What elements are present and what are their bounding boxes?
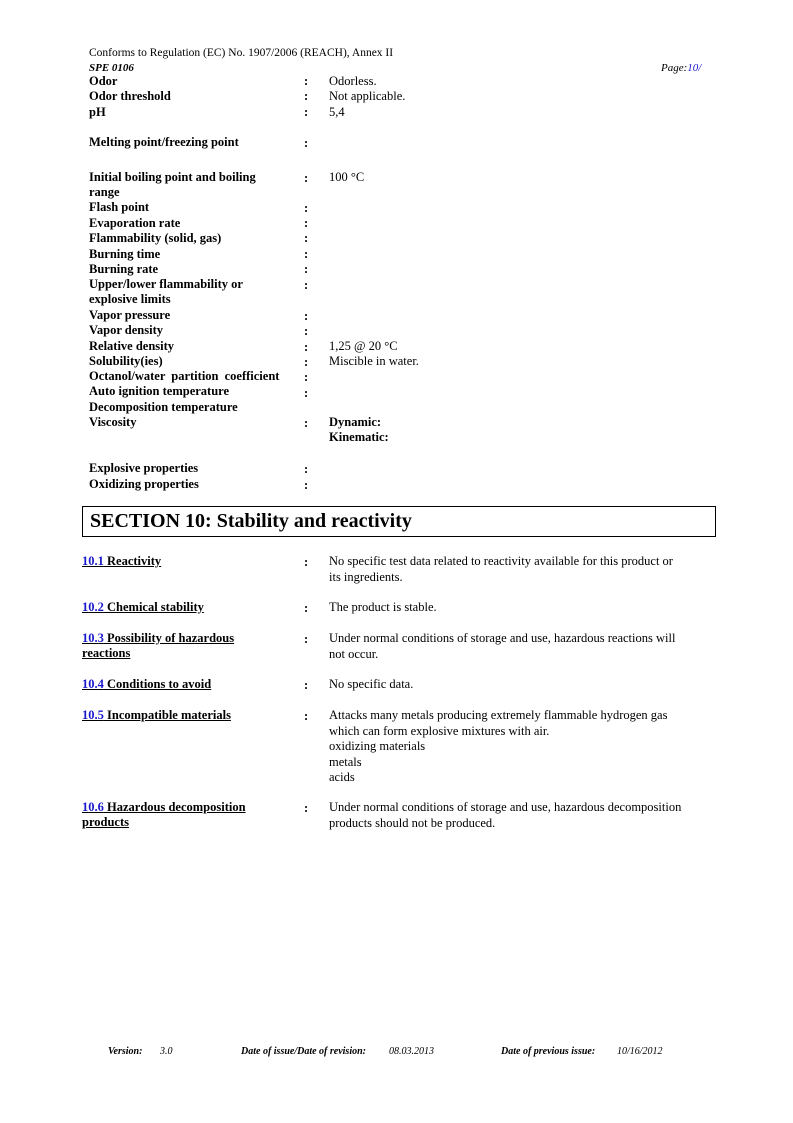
section-item-number[interactable]: 10.6 bbox=[82, 800, 104, 814]
product-code: SPE 0106 bbox=[89, 62, 134, 74]
property-colon: : bbox=[304, 416, 309, 430]
section-title: SECTION 10: Stability and reactivity bbox=[90, 510, 412, 532]
property-colon: : bbox=[304, 231, 309, 245]
previous-issue-label: Date of previous issue: bbox=[501, 1046, 596, 1057]
text-line: products should not be produced. bbox=[329, 815, 496, 830]
text-line: No specific data. bbox=[329, 677, 414, 691]
section-item-text bbox=[329, 708, 709, 786]
section-item-number[interactable]: 10.3 bbox=[82, 631, 104, 645]
section-item-link[interactable] bbox=[82, 631, 234, 646]
property-label: Burning rate bbox=[89, 262, 159, 276]
property-label: Odor threshold bbox=[89, 89, 171, 103]
section-item-colon: : bbox=[304, 801, 309, 815]
text-line: not occur. bbox=[329, 646, 379, 661]
section-item-link-continued[interactable]: reactions bbox=[82, 646, 131, 660]
section-item-colon: : bbox=[304, 678, 309, 692]
section-item-text bbox=[329, 600, 709, 616]
text-line: The product is stable. bbox=[329, 600, 437, 614]
section-item-label[interactable]: Conditions to avoid bbox=[107, 677, 212, 691]
property-value: 1,25 @ 20 °C bbox=[329, 339, 398, 353]
property-colon: : bbox=[304, 309, 309, 323]
text-line: which can form explosive mixtures with air. bbox=[329, 723, 550, 738]
property-colon: : bbox=[304, 171, 309, 185]
property-label: Flammability (solid, gas) bbox=[89, 231, 222, 245]
property-colon: : bbox=[304, 478, 309, 492]
text-line: acids bbox=[329, 770, 355, 784]
property-label: Burning time bbox=[89, 247, 161, 261]
text-line: oxidizing materials bbox=[329, 739, 426, 753]
section-item-link[interactable] bbox=[82, 600, 204, 615]
property-label: Solubility(ies) bbox=[89, 354, 163, 368]
property-value: Not applicable. bbox=[329, 89, 406, 103]
text-line: metals bbox=[329, 754, 362, 769]
property-colon: : bbox=[304, 89, 309, 103]
section-item-text bbox=[329, 800, 709, 831]
version-value: 3.0 bbox=[160, 1046, 173, 1057]
section-item-text bbox=[329, 631, 709, 662]
property-label: Viscosity bbox=[89, 415, 137, 429]
section-item-number[interactable]: 10.5 bbox=[82, 708, 104, 722]
property-colon: : bbox=[304, 462, 309, 476]
section-item-number[interactable]: 10.4 bbox=[82, 677, 104, 691]
section-item-link-continued[interactable]: products bbox=[82, 815, 130, 829]
property-colon: : bbox=[304, 355, 309, 369]
property-label-continued: explosive limits bbox=[89, 292, 171, 306]
property-label: Initial boiling point and boiling bbox=[89, 170, 256, 184]
property-colon: : bbox=[304, 105, 309, 119]
property-label: Explosive properties bbox=[89, 461, 199, 475]
property-label: pH bbox=[89, 105, 106, 119]
section-item-colon: : bbox=[304, 555, 309, 569]
property-label: Upper/lower flammability or bbox=[89, 277, 243, 291]
section-item-label[interactable]: Chemical stability bbox=[107, 600, 204, 614]
section-item-text bbox=[329, 554, 709, 585]
issue-date-label: Date of issue/Date of revision: bbox=[241, 1046, 366, 1057]
property-label-continued: range bbox=[89, 185, 120, 199]
issue-date-value: 08.03.2013 bbox=[389, 1046, 434, 1057]
section-item-link[interactable] bbox=[82, 677, 211, 692]
property-colon: : bbox=[304, 74, 309, 88]
property-colon: : bbox=[304, 262, 309, 276]
property-value bbox=[329, 415, 381, 430]
property-colon: : bbox=[304, 136, 309, 150]
section-item-label[interactable]: Reactivity bbox=[107, 554, 162, 568]
property-label: Melting point/freezing point bbox=[89, 135, 239, 149]
text-line: Attacks many metals producing extremely flammable hydrogen gas bbox=[329, 708, 668, 722]
section-item-link[interactable] bbox=[82, 708, 231, 723]
property-label: Decomposition temperature bbox=[89, 400, 238, 414]
section-item-colon: : bbox=[304, 632, 309, 646]
page-label: Page: bbox=[661, 62, 688, 74]
property-label: Evaporation rate bbox=[89, 216, 181, 230]
section-10-header bbox=[82, 506, 716, 537]
property-colon: : bbox=[304, 201, 309, 215]
text-line: Under normal conditions of storage and use, hazardous reactions will bbox=[329, 631, 676, 645]
property-colon: : bbox=[304, 247, 309, 261]
property-label: Auto ignition temperature bbox=[89, 384, 230, 398]
property-label: Odor bbox=[89, 74, 118, 88]
section-item-text bbox=[329, 677, 709, 693]
property-label: Octanol/water partition coefficient bbox=[89, 369, 280, 383]
viscosity-dynamic: Dynamic: bbox=[329, 415, 382, 429]
section-item-colon: : bbox=[304, 709, 309, 723]
section-item-label[interactable]: Possibility of hazardous bbox=[107, 631, 235, 645]
property-value: Miscible in water. bbox=[329, 354, 419, 368]
section-item-number[interactable]: 10.1 bbox=[82, 554, 104, 568]
section-item-link[interactable] bbox=[82, 800, 246, 815]
property-colon: : bbox=[304, 324, 309, 338]
section-item-label[interactable]: Hazardous decomposition bbox=[107, 800, 246, 814]
property-colon: : bbox=[304, 386, 309, 400]
previous-issue-value: 10/16/2012 bbox=[617, 1046, 663, 1057]
property-label: Flash point bbox=[89, 200, 150, 214]
property-colon: : bbox=[304, 278, 309, 292]
property-label: Vapor density bbox=[89, 323, 163, 337]
property-value: Odorless. bbox=[329, 74, 377, 88]
page-indicator bbox=[661, 62, 701, 74]
version-label: Version: bbox=[108, 1046, 143, 1057]
property-value-continued bbox=[329, 430, 389, 445]
text-line: No specific test data related to reactivity available for this product or bbox=[329, 554, 673, 568]
property-colon: : bbox=[304, 216, 309, 230]
section-item-number[interactable]: 10.2 bbox=[82, 600, 104, 614]
property-colon: : bbox=[304, 340, 309, 354]
regulation-note: Conforms to Regulation (EC) No. 1907/2006 (REACH), Annex II bbox=[89, 47, 394, 59]
property-label: Vapor pressure bbox=[89, 308, 171, 322]
viscosity-kinematic: Kinematic: bbox=[329, 430, 389, 444]
section-item-label[interactable]: Incompatible materials bbox=[107, 708, 231, 722]
text-line: its ingredients. bbox=[329, 569, 403, 584]
page-number: 10/ bbox=[687, 62, 702, 74]
property-value: 5,4 bbox=[329, 105, 345, 119]
property-label: Oxidizing properties bbox=[89, 477, 199, 491]
property-label: Relative density bbox=[89, 339, 175, 353]
text-line: Under normal conditions of storage and use, hazardous decomposition bbox=[329, 800, 682, 814]
property-value: 100 °C bbox=[329, 170, 365, 184]
property-colon: : bbox=[304, 370, 309, 384]
section-item-colon: : bbox=[304, 601, 309, 615]
section-item-link[interactable] bbox=[82, 554, 161, 569]
